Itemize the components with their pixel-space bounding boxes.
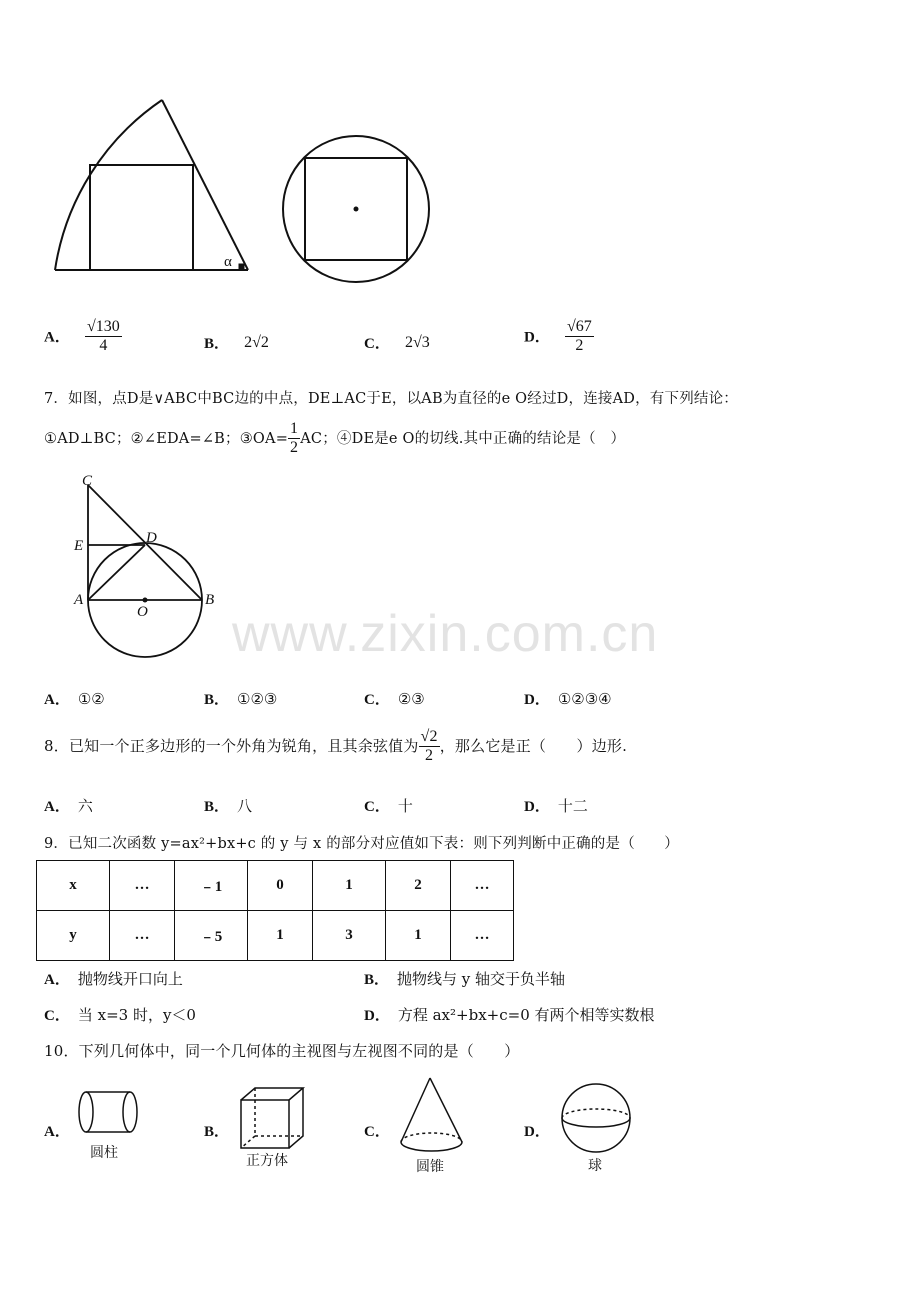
q8-option-d[interactable]: D． 十二 — [524, 797, 588, 815]
q7-option-b[interactable]: B． ①②③ — [204, 690, 278, 708]
alpha-label: α — [224, 254, 232, 270]
q6-option-b[interactable]: B． 2√2 — [204, 334, 269, 352]
q8-text: 8．已知一个正多边形的一个外角为锐角，且其余弦值为 $\frac{√2}{2}$ ，那么它是正（ ）边形. — [44, 728, 628, 765]
watermark: www.zixin.com.cn — [232, 605, 659, 663]
table-row: y … ﹣5 1 3 1 … — [37, 911, 514, 961]
q6-option-c[interactable]: C． 2√3 — [364, 334, 430, 352]
sphere-icon — [558, 1080, 634, 1156]
q8-option-b[interactable]: B． 八 — [204, 797, 253, 815]
caption-cone: 圆锥 — [416, 1159, 444, 1175]
q6-option-d[interactable]: D． $\frac{√67}{2}$ — [524, 318, 592, 355]
label-d: D — [146, 530, 157, 546]
q9-text: 9．已知二次函数 y=ax²+bx+c 的 y 与 x 的部分对应值如下表：则下列判断中正确的是（ ） — [44, 836, 680, 852]
q10-option-a[interactable]: A． — [44, 1124, 70, 1140]
q7-option-a[interactable]: A． ①② — [44, 690, 105, 708]
circle-center-dot — [354, 207, 359, 212]
cone-icon — [396, 1074, 476, 1158]
values-table — [36, 860, 514, 961]
sector-figure — [55, 100, 248, 270]
label-e: E — [74, 538, 84, 554]
q7-option-d[interactable]: D． ①②③④ — [524, 690, 612, 708]
q10-option-d[interactable]: D． — [524, 1124, 550, 1140]
q10-option-b[interactable]: B． — [204, 1124, 230, 1140]
q7-line2: ①AD⊥BC；②∠EDA=∠B；③OA= $\frac{1}{2}$ AC；④DE是e O的切线.其中正确的结论是（ ） — [44, 420, 626, 457]
caption-cube: 正方体 — [246, 1153, 288, 1169]
cube-icon — [236, 1084, 308, 1152]
q8-option-a[interactable]: A． 六 — [44, 797, 93, 815]
label-a: A — [74, 592, 84, 608]
caption-cylinder: 圆柱 — [90, 1145, 118, 1161]
q9-option-b[interactable]: B． 抛物线与 y 轴交于负半轴 — [364, 970, 566, 988]
q10-option-c[interactable]: C． — [364, 1124, 390, 1140]
q8-option-c[interactable]: C． 十 — [364, 797, 413, 815]
q6-figures — [0, 0, 920, 300]
label-c: C — [82, 473, 93, 489]
caption-sphere: 球 — [588, 1158, 602, 1174]
q9-option-d[interactable]: D． 方程 ax²+bx+c=0 有两个相等实数根 — [364, 1006, 655, 1024]
table-row: x … ﹣1 0 1 2 … — [37, 861, 514, 911]
label-o: O — [137, 604, 148, 620]
q9-option-a[interactable]: A． 抛物线开口向上 — [44, 970, 183, 988]
q7-line1: 7．如图，点D是∨ABC中BC边的中点，DE⊥AC于E，以AB为直径的e O经过D，连接AD，有下列结论： — [44, 391, 738, 407]
q10-text: 10．下列几何体中，同一个几何体的主视图与左视图不同的是（ ） — [44, 1042, 520, 1060]
q7-figure — [60, 465, 240, 665]
q7-option-c[interactable]: C． ②③ — [364, 690, 425, 708]
q6-option-a[interactable]: A． $\frac{√130}{4}$ — [44, 318, 120, 355]
label-b: B — [205, 592, 215, 608]
cylinder-icon — [74, 1088, 144, 1140]
q9-option-c[interactable]: C． 当 x=3 时，y＜0 — [44, 1006, 196, 1024]
